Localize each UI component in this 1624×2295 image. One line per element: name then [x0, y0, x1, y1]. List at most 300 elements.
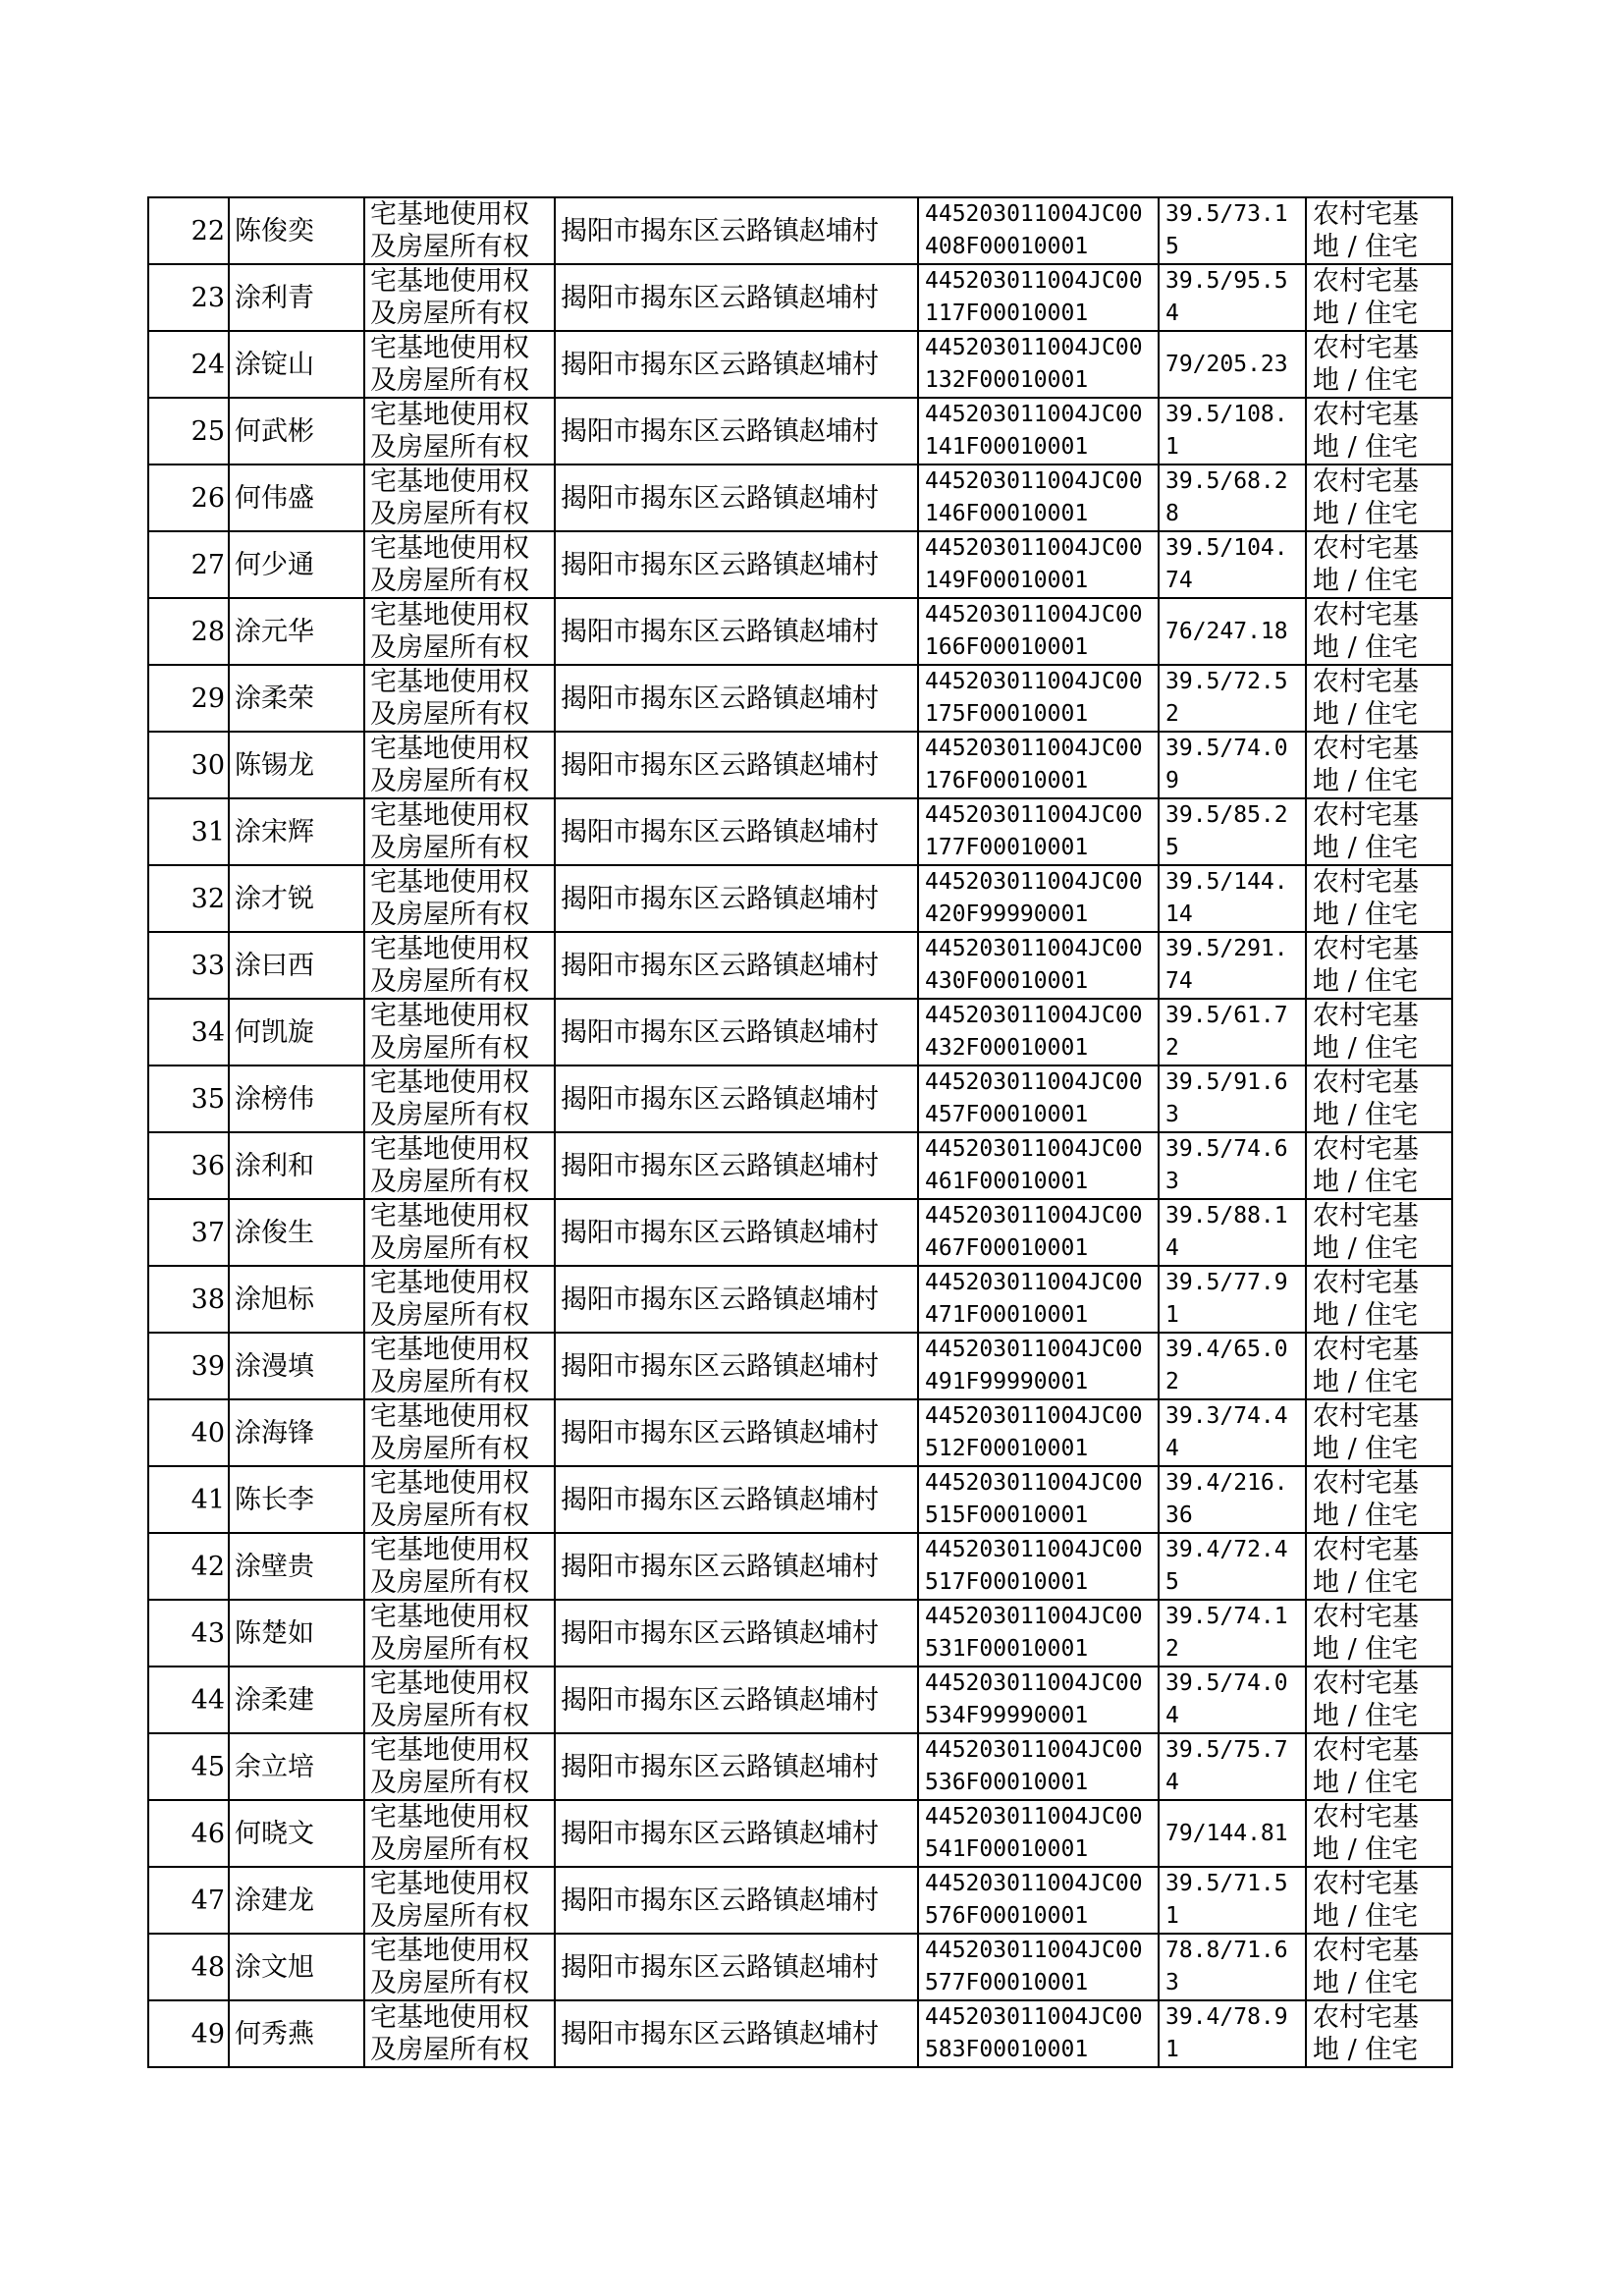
area-cell	[1159, 665, 1306, 732]
cell-line: 农村宅基	[1313, 1335, 1419, 1365]
cell-line: 地 / 住宅	[1313, 232, 1419, 262]
cell-line: 宅基地使用权	[370, 1602, 529, 1632]
location-cell: 揭阳市揭东区云路镇赵埔村	[555, 1266, 918, 1333]
location-cell: 揭阳市揭东区云路镇赵埔村	[555, 1934, 918, 2000]
cell-line: 宅基地使用权	[370, 1001, 529, 1031]
cell-line: 39.4/78.9	[1165, 2004, 1288, 2030]
cell-line: 39.5/108.	[1165, 402, 1288, 427]
cell-line: 76/247.18	[1165, 618, 1288, 644]
cell-line: 445203011004JC00	[925, 468, 1143, 494]
cell-line: 432F00010001	[925, 1035, 1089, 1061]
cell-line: 及房屋所有权	[370, 1834, 529, 1865]
owner-name-cell: 涂柔建	[229, 1667, 364, 1733]
cell-line: 农村宅基	[1313, 1602, 1419, 1632]
land-use-cell	[1306, 264, 1452, 331]
land-use-cell	[1306, 665, 1452, 732]
unit-code-cell	[918, 197, 1159, 264]
cell-line: 166F00010001	[925, 634, 1089, 660]
owner-name-cell: 涂文旭	[229, 1934, 364, 2000]
unit-code-cell	[918, 1733, 1159, 1800]
location-cell: 揭阳市揭东区云路镇赵埔村	[555, 1600, 918, 1667]
owner-name-cell: 涂锭山	[229, 331, 364, 398]
cell-line: 445203011004JC00	[925, 1670, 1143, 1696]
location-cell: 揭阳市揭东区云路镇赵埔村	[555, 1667, 918, 1733]
unit-code-cell	[918, 798, 1159, 865]
unit-code-cell	[918, 999, 1159, 1066]
land-use-cell	[1306, 1667, 1452, 1733]
row-index-cell: 38	[148, 1266, 229, 1333]
cell-line: 491F99990001	[925, 1369, 1089, 1394]
table-row	[148, 264, 1452, 331]
area-cell	[1159, 1199, 1306, 1266]
owner-name-cell: 涂海锋	[229, 1399, 364, 1466]
cell-line: 445203011004JC00	[925, 802, 1143, 828]
cell-line: 地 / 住宅	[1313, 1501, 1419, 1531]
area-cell	[1159, 464, 1306, 531]
cell-line: 5	[1165, 1569, 1179, 1595]
cell-line: 及房屋所有权	[370, 566, 529, 596]
land-use-cell	[1306, 1533, 1452, 1600]
area-cell	[1159, 264, 1306, 331]
right-type-cell	[364, 197, 555, 264]
row-index-cell: 46	[148, 1800, 229, 1867]
row-index-cell: 33	[148, 932, 229, 999]
cell-line: 517F00010001	[925, 1569, 1089, 1595]
location-cell: 揭阳市揭东区云路镇赵埔村	[555, 531, 918, 598]
area-cell	[1159, 1867, 1306, 1934]
cell-line: 宅基地使用权	[370, 600, 529, 630]
cell-line: 445203011004JC00	[925, 1069, 1143, 1095]
cell-line: 4	[1165, 1770, 1179, 1795]
cell-line: 14	[1165, 902, 1193, 927]
right-type-cell	[364, 2000, 555, 2067]
cell-line: 4	[1165, 1235, 1179, 1261]
area-cell	[1159, 1600, 1306, 1667]
cell-line: 3	[1165, 1169, 1179, 1194]
cell-line: 地 / 住宅	[1313, 1901, 1419, 1932]
cell-line: 地 / 住宅	[1313, 833, 1419, 863]
cell-line: 175F00010001	[925, 701, 1089, 727]
unit-code-cell	[918, 1600, 1159, 1667]
cell-line: 445203011004JC00	[925, 1804, 1143, 1830]
land-use-cell	[1306, 464, 1452, 531]
right-type-cell	[364, 1934, 555, 2000]
cell-line: 39.5/61.7	[1165, 1003, 1288, 1028]
cell-line: 39.5/77.9	[1165, 1270, 1288, 1295]
cell-line: 445203011004JC00	[925, 201, 1143, 227]
row-index-cell: 32	[148, 865, 229, 932]
location-cell: 揭阳市揭东区云路镇赵埔村	[555, 1333, 918, 1399]
cell-line: 3	[1165, 1102, 1179, 1127]
area-cell	[1159, 398, 1306, 464]
cell-line: 74	[1165, 568, 1193, 593]
cell-line: 445203011004JC00	[925, 1203, 1143, 1229]
cell-line: 宅基地使用权	[370, 1067, 529, 1098]
area-cell	[1159, 1667, 1306, 1733]
cell-line: 宅基地使用权	[370, 1936, 529, 1966]
cell-line: 117F00010001	[925, 301, 1089, 326]
cell-line: 农村宅基	[1313, 333, 1419, 363]
cell-line: 39.5/74.0	[1165, 736, 1288, 761]
unit-code-cell	[918, 1800, 1159, 1867]
cell-line: 1	[1165, 434, 1179, 460]
area-cell	[1159, 865, 1306, 932]
area-cell	[1159, 798, 1306, 865]
cell-line: 576F00010001	[925, 1903, 1089, 1929]
cell-line: 及房屋所有权	[370, 1768, 529, 1798]
cell-line: 149F00010001	[925, 568, 1089, 593]
right-type-cell	[364, 531, 555, 598]
table-body	[148, 197, 1452, 2067]
cell-line: 农村宅基	[1313, 466, 1419, 497]
registration-table	[147, 196, 1453, 2068]
cell-line: 9	[1165, 768, 1179, 793]
right-type-cell	[364, 999, 555, 1066]
owner-name-cell: 陈俊奕	[229, 197, 364, 264]
cell-line: 宅基地使用权	[370, 867, 529, 898]
right-type-cell	[364, 1600, 555, 1667]
table-row	[148, 665, 1452, 732]
cell-line: 176F00010001	[925, 768, 1089, 793]
row-index-cell: 28	[148, 598, 229, 665]
cell-line: 地 / 住宅	[1313, 1434, 1419, 1464]
cell-line: 445203011004JC00	[925, 1337, 1143, 1362]
land-use-cell	[1306, 865, 1452, 932]
cell-line: 宅基地使用权	[370, 1668, 529, 1699]
cell-line: 农村宅基	[1313, 734, 1419, 764]
cell-line: 2	[1165, 701, 1179, 727]
row-index-cell: 39	[148, 1333, 229, 1399]
land-use-cell	[1306, 598, 1452, 665]
land-use-cell	[1306, 1733, 1452, 1800]
cell-line: 445203011004JC00	[925, 669, 1143, 694]
land-use-cell	[1306, 1132, 1452, 1199]
cell-line: 地 / 住宅	[1313, 365, 1419, 396]
right-type-cell	[364, 464, 555, 531]
owner-name-cell: 何少通	[229, 531, 364, 598]
land-use-cell	[1306, 999, 1452, 1066]
land-use-cell	[1306, 1333, 1452, 1399]
cell-line: 地 / 住宅	[1313, 566, 1419, 596]
row-index-cell: 24	[148, 331, 229, 398]
cell-line: 79/144.81	[1165, 1820, 1288, 1846]
cell-line: 及房屋所有权	[370, 1701, 529, 1731]
cell-line: 宅基地使用权	[370, 1401, 529, 1432]
unit-code-cell	[918, 1399, 1159, 1466]
cell-line: 39.5/74.1	[1165, 1604, 1288, 1629]
land-use-cell	[1306, 1066, 1452, 1132]
cell-line: 及房屋所有权	[370, 766, 529, 796]
cell-line: 宅基地使用权	[370, 1802, 529, 1832]
area-cell	[1159, 1066, 1306, 1132]
cell-line: 445203011004JC00	[925, 1537, 1143, 1562]
location-cell: 揭阳市揭东区云路镇赵埔村	[555, 1867, 918, 1934]
cell-line: 及房屋所有权	[370, 1300, 529, 1331]
cell-line: 宅基地使用权	[370, 533, 529, 564]
cell-line: 445203011004JC00	[925, 602, 1143, 628]
cell-line: 541F00010001	[925, 1836, 1089, 1862]
cell-line: 4	[1165, 1703, 1179, 1728]
right-type-cell	[364, 1733, 555, 1800]
unit-code-cell	[918, 1333, 1159, 1399]
cell-line: 445203011004JC00	[925, 268, 1143, 294]
unit-code-cell	[918, 2000, 1159, 2067]
cell-line: 4	[1165, 301, 1179, 326]
cell-line: 177F00010001	[925, 835, 1089, 860]
cell-line: 农村宅基	[1313, 1936, 1419, 1966]
cell-line: 471F00010001	[925, 1302, 1089, 1328]
row-index-cell: 36	[148, 1132, 229, 1199]
right-type-cell	[364, 1199, 555, 1266]
cell-line: 445203011004JC00	[925, 869, 1143, 895]
location-cell: 揭阳市揭东区云路镇赵埔村	[555, 264, 918, 331]
cell-line: 1	[1165, 1903, 1179, 1929]
land-use-cell	[1306, 1867, 1452, 1934]
cell-line: 及房屋所有权	[370, 1167, 529, 1197]
cell-line: 408F00010001	[925, 234, 1089, 259]
cell-line: 577F00010001	[925, 1970, 1089, 1995]
cell-line: 445203011004JC00	[925, 535, 1143, 561]
cell-line: 农村宅基	[1313, 800, 1419, 831]
cell-line: 445203011004JC00	[925, 1003, 1143, 1028]
area-cell	[1159, 1733, 1306, 1800]
area-cell	[1159, 1266, 1306, 1333]
table-row	[148, 1934, 1452, 2000]
cell-line: 地 / 住宅	[1313, 1300, 1419, 1331]
land-use-cell	[1306, 1934, 1452, 2000]
table-row	[148, 932, 1452, 999]
right-type-cell	[364, 598, 555, 665]
table-row	[148, 331, 1452, 398]
cell-line: 农村宅基	[1313, 867, 1419, 898]
cell-line: 420F99990001	[925, 902, 1089, 927]
cell-line: 地 / 住宅	[1313, 632, 1419, 663]
cell-line: 农村宅基	[1313, 1735, 1419, 1766]
cell-line: 及房屋所有权	[370, 1634, 529, 1665]
cell-line: 宅基地使用权	[370, 333, 529, 363]
unit-code-cell	[918, 1667, 1159, 1733]
cell-line: 79/205.23	[1165, 351, 1288, 377]
right-type-cell	[364, 932, 555, 999]
owner-name-cell: 涂才锐	[229, 865, 364, 932]
land-use-cell	[1306, 1800, 1452, 1867]
cell-line: 宅基地使用权	[370, 2002, 529, 2033]
cell-line: 及房屋所有权	[370, 432, 529, 463]
cell-line: 农村宅基	[1313, 934, 1419, 964]
location-cell: 揭阳市揭东区云路镇赵埔村	[555, 999, 918, 1066]
owner-name-cell: 涂榜伟	[229, 1066, 364, 1132]
area-cell	[1159, 331, 1306, 398]
cell-line: 39.5/144.	[1165, 869, 1288, 895]
cell-line: 及房屋所有权	[370, 1233, 529, 1264]
table-row	[148, 464, 1452, 531]
unit-code-cell	[918, 1934, 1159, 2000]
unit-code-cell	[918, 331, 1159, 398]
cell-line: 4	[1165, 1436, 1179, 1461]
area-cell	[1159, 1934, 1306, 2000]
cell-line: 宅基地使用权	[370, 1268, 529, 1298]
table-row	[148, 598, 1452, 665]
land-use-cell	[1306, 1199, 1452, 1266]
cell-line: 及房屋所有权	[370, 1501, 529, 1531]
cell-line: 1	[1165, 2037, 1179, 2062]
cell-line: 132F00010001	[925, 367, 1089, 393]
cell-line: 宅基地使用权	[370, 1134, 529, 1165]
row-index-cell: 27	[148, 531, 229, 598]
land-use-cell	[1306, 1466, 1452, 1533]
row-index-cell: 43	[148, 1600, 229, 1667]
area-cell	[1159, 1399, 1306, 1466]
cell-line: 地 / 住宅	[1313, 699, 1419, 730]
right-type-cell	[364, 1266, 555, 1333]
cell-line: 78.8/71.6	[1165, 1938, 1288, 1963]
table-row	[148, 1600, 1452, 1667]
cell-line: 及房屋所有权	[370, 833, 529, 863]
cell-line: 及房屋所有权	[370, 299, 529, 329]
cell-line: 39.5/73.1	[1165, 201, 1288, 227]
unit-code-cell	[918, 398, 1159, 464]
cell-line: 1	[1165, 1302, 1179, 1328]
cell-line: 地 / 住宅	[1313, 1033, 1419, 1064]
location-cell: 揭阳市揭东区云路镇赵埔村	[555, 732, 918, 798]
cell-line: 及房屋所有权	[370, 232, 529, 262]
cell-line: 地 / 住宅	[1313, 766, 1419, 796]
area-cell	[1159, 197, 1306, 264]
cell-line: 39.5/95.5	[1165, 268, 1288, 294]
unit-code-cell	[918, 865, 1159, 932]
land-use-cell	[1306, 2000, 1452, 2067]
cell-line: 39.5/75.7	[1165, 1737, 1288, 1763]
cell-line: 39.4/216.	[1165, 1470, 1288, 1496]
location-cell: 揭阳市揭东区云路镇赵埔村	[555, 932, 918, 999]
location-cell: 揭阳市揭东区云路镇赵埔村	[555, 1199, 918, 1266]
area-cell	[1159, 732, 1306, 798]
cell-line: 农村宅基	[1313, 400, 1419, 430]
right-type-cell	[364, 1466, 555, 1533]
cell-line: 地 / 住宅	[1313, 1367, 1419, 1397]
cell-line: 宅基地使用权	[370, 734, 529, 764]
row-index-cell: 41	[148, 1466, 229, 1533]
table-row	[148, 865, 1452, 932]
owner-name-cell: 何凯旋	[229, 999, 364, 1066]
cell-line: 445203011004JC00	[925, 936, 1143, 961]
cell-line: 39.4/72.4	[1165, 1537, 1288, 1562]
cell-line: 445203011004JC00	[925, 2004, 1143, 2030]
owner-name-cell: 陈锡龙	[229, 732, 364, 798]
cell-line: 146F00010001	[925, 501, 1089, 526]
cell-line: 2	[1165, 1035, 1179, 1061]
cell-line: 39.5/68.2	[1165, 468, 1288, 494]
row-index-cell: 35	[148, 1066, 229, 1132]
owner-name-cell: 涂旭标	[229, 1266, 364, 1333]
row-index-cell: 23	[148, 264, 229, 331]
land-use-cell	[1306, 1399, 1452, 1466]
cell-line: 39.5/85.2	[1165, 802, 1288, 828]
cell-line: 2	[1165, 1369, 1179, 1394]
table-row	[148, 798, 1452, 865]
cell-line: 宅基地使用权	[370, 1335, 529, 1365]
right-type-cell	[364, 665, 555, 732]
unit-code-cell	[918, 264, 1159, 331]
row-index-cell: 37	[148, 1199, 229, 1266]
cell-line: 及房屋所有权	[370, 365, 529, 396]
cell-line: 534F99990001	[925, 1703, 1089, 1728]
table-row	[148, 732, 1452, 798]
cell-line: 3	[1165, 1970, 1179, 1995]
cell-line: 地 / 住宅	[1313, 900, 1419, 930]
row-index-cell: 30	[148, 732, 229, 798]
cell-line: 地 / 住宅	[1313, 1634, 1419, 1665]
cell-line: 农村宅基	[1313, 1268, 1419, 1298]
land-use-cell	[1306, 1266, 1452, 1333]
cell-line: 39.5/88.1	[1165, 1203, 1288, 1229]
cell-line: 农村宅基	[1313, 1468, 1419, 1499]
land-use-cell	[1306, 398, 1452, 464]
unit-code-cell	[918, 665, 1159, 732]
cell-line: 农村宅基	[1313, 1201, 1419, 1231]
row-index-cell: 45	[148, 1733, 229, 1800]
area-cell	[1159, 2000, 1306, 2067]
cell-line: 583F00010001	[925, 2037, 1089, 2062]
row-index-cell: 25	[148, 398, 229, 464]
location-cell: 揭阳市揭东区云路镇赵埔村	[555, 1533, 918, 1600]
location-cell: 揭阳市揭东区云路镇赵埔村	[555, 598, 918, 665]
cell-line: 宅基地使用权	[370, 667, 529, 697]
cell-line: 及房屋所有权	[370, 699, 529, 730]
cell-line: 445203011004JC00	[925, 736, 1143, 761]
cell-line: 及房屋所有权	[370, 1901, 529, 1932]
land-use-cell	[1306, 197, 1452, 264]
unit-code-cell	[918, 732, 1159, 798]
row-index-cell: 40	[148, 1399, 229, 1466]
owner-name-cell: 涂漫填	[229, 1333, 364, 1399]
cell-line: 39.5/71.5	[1165, 1871, 1288, 1896]
right-type-cell	[364, 398, 555, 464]
cell-line: 39.3/74.4	[1165, 1403, 1288, 1429]
table-row	[148, 531, 1452, 598]
table-row	[148, 398, 1452, 464]
location-cell: 揭阳市揭东区云路镇赵埔村	[555, 665, 918, 732]
owner-name-cell: 涂俊生	[229, 1199, 364, 1266]
cell-line: 农村宅基	[1313, 1802, 1419, 1832]
cell-line: 及房屋所有权	[370, 1100, 529, 1130]
location-cell: 揭阳市揭东区云路镇赵埔村	[555, 1466, 918, 1533]
cell-line: 农村宅基	[1313, 266, 1419, 297]
cell-line: 39.5/291.	[1165, 936, 1288, 961]
cell-line: 农村宅基	[1313, 1067, 1419, 1098]
cell-line: 467F00010001	[925, 1235, 1089, 1261]
table-row	[148, 197, 1452, 264]
cell-line: 宅基地使用权	[370, 1869, 529, 1899]
right-type-cell	[364, 331, 555, 398]
cell-line: 宅基地使用权	[370, 466, 529, 497]
right-type-cell	[364, 1333, 555, 1399]
cell-line: 及房屋所有权	[370, 1567, 529, 1598]
table-row	[148, 1867, 1452, 1934]
cell-line: 农村宅基	[1313, 1535, 1419, 1565]
cell-line: 531F00010001	[925, 1636, 1089, 1662]
cell-line: 及房屋所有权	[370, 2035, 529, 2065]
cell-line: 地 / 住宅	[1313, 1233, 1419, 1264]
unit-code-cell	[918, 531, 1159, 598]
right-type-cell	[364, 1399, 555, 1466]
right-type-cell	[364, 1800, 555, 1867]
cell-line: 及房屋所有权	[370, 966, 529, 997]
cell-line: 农村宅基	[1313, 1134, 1419, 1165]
cell-line: 农村宅基	[1313, 1869, 1419, 1899]
cell-line: 宅基地使用权	[370, 400, 529, 430]
cell-line: 农村宅基	[1313, 199, 1419, 230]
